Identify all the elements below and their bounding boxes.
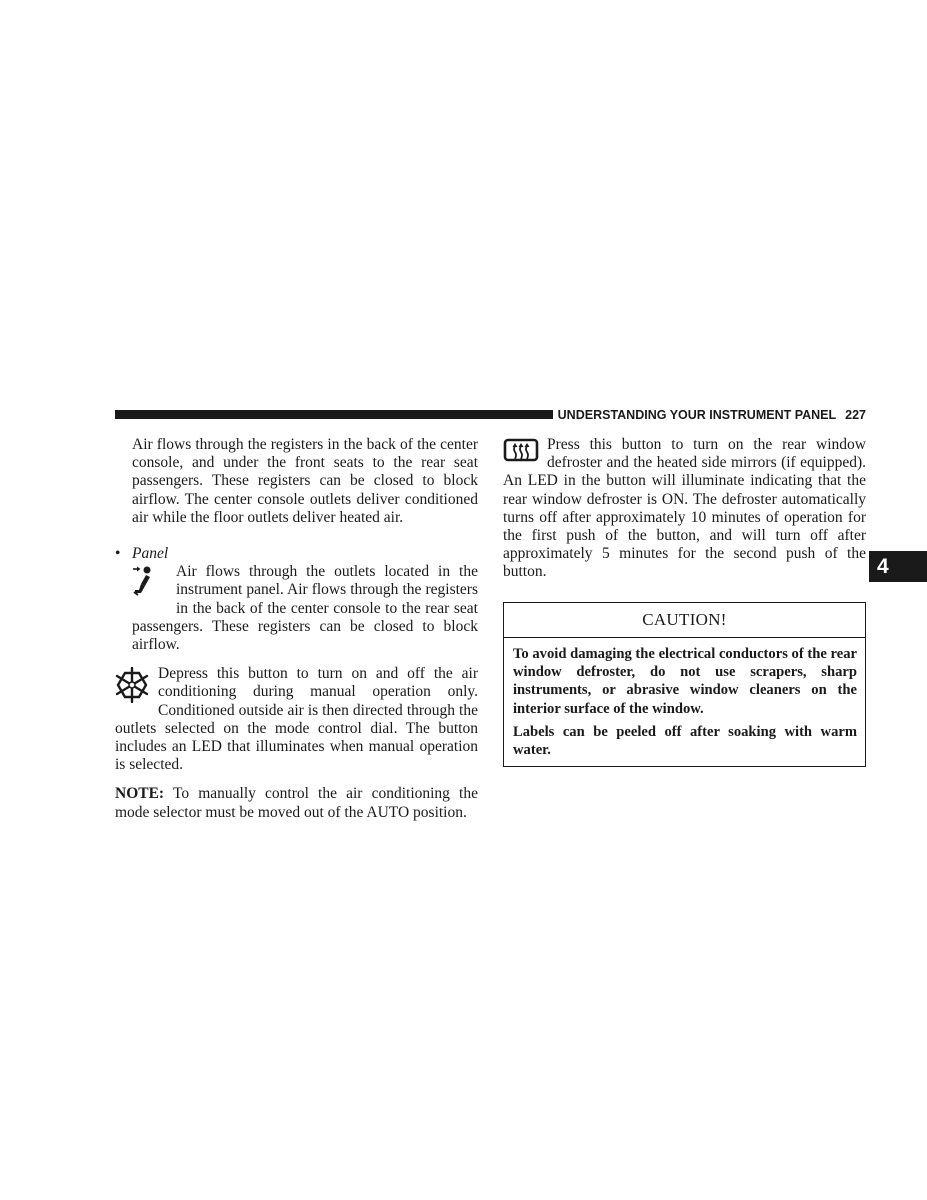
right-column: [503, 436, 866, 582]
caution-box: [503, 602, 866, 767]
page-number: 227: [845, 408, 866, 422]
rear-registers-paragraph: Air flows through the registers in the back of the center console, and under the front seats to the rear seat passengers. These registers can be closed to block airflow. The center console outlets deliver conditioned air while the floor outlets deliver heated air.: [132, 436, 478, 526]
panel-section: [115, 563, 478, 654]
panel-vent-mode-icon: [132, 565, 160, 597]
ac-paragraph: Depress this button to turn on and off the air conditioning during manual operation only. Conditioned outside air is then directed through the outlets selected on the mode control dial. The button includes an LED that illuminates when manual operation is selected.: [115, 665, 478, 774]
rear-window-defrost-icon: [503, 438, 539, 466]
caution-body: [504, 638, 865, 759]
caution-paragraph: Labels can be peeled off after soaking with warm water.: [513, 723, 857, 759]
chapter-tab: 4: [869, 551, 927, 582]
ac-section: [115, 665, 478, 774]
panel-paragraph: Air flows through the outlets located in the instrument panel. Air flows through the registers in the back of the center console to the rear seat passengers. These registers can be closed to block airflow.: [132, 563, 478, 654]
section-title: UNDERSTANDING YOUR INSTRUMENT PANEL: [557, 408, 837, 422]
caution-title: CAUTION!: [504, 603, 865, 638]
panel-bullet: [115, 545, 478, 563]
note-label: NOTE:: [115, 785, 165, 803]
panel-heading: Panel: [132, 545, 169, 563]
snowflake-ac-icon: [115, 667, 149, 703]
note-paragraph: [115, 785, 478, 821]
caution-paragraph: To avoid damaging the electrical conductors of the rear window defroster, do not use scrapers, sharp instruments, or abrasive window cleaners on the interior surface of the window.: [513, 646, 857, 717]
left-column: [115, 436, 478, 822]
running-header: [557, 407, 866, 423]
header-rule: [115, 410, 553, 419]
note-text: To manually control the air conditioning the mode selector must be moved out of the AUTO position.: [115, 785, 478, 821]
bullet-symbol: •: [115, 545, 121, 563]
defrost-paragraph: Press this button to turn on the rear window defroster and the heated side mirrors (if equipped). An LED in the button will illuminate indicating that the rear window defroster is ON. The defroster automatically turns off after approximately 10 minutes of operation for the first push of the button, and will turn off after approximately 5 minutes for the second push of the button.: [503, 436, 866, 581]
